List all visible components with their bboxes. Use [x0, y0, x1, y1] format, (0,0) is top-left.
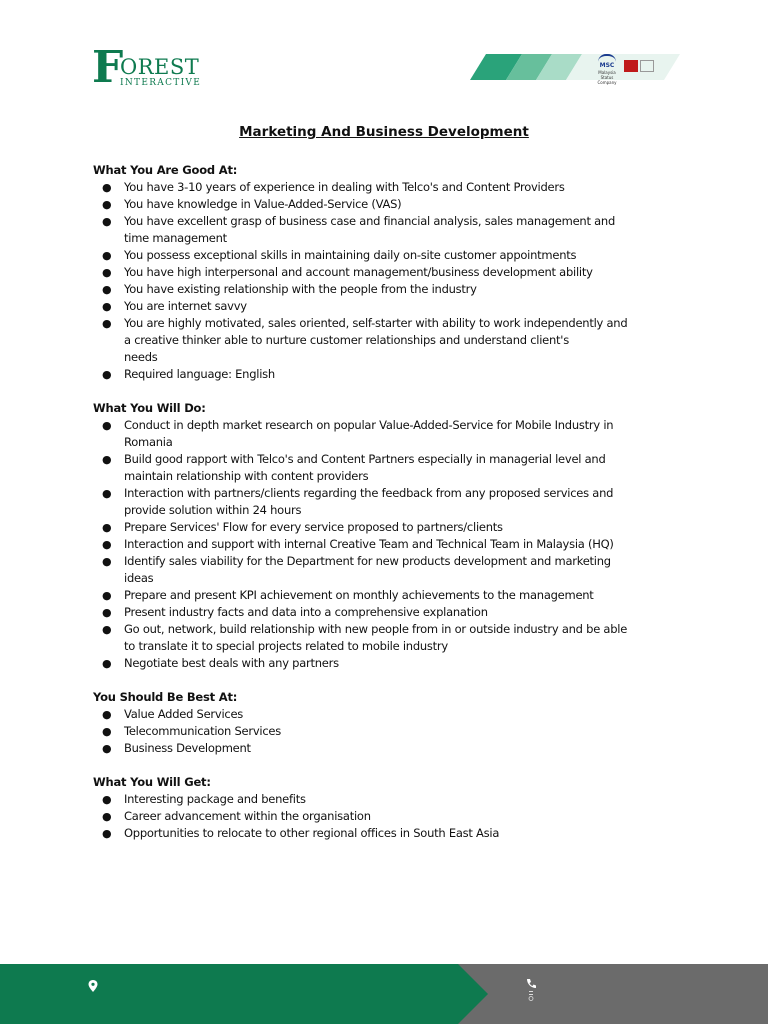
- bullet-icon: ●: [102, 827, 112, 840]
- map-pin-icon: [88, 980, 98, 992]
- bullet-icon: ●: [102, 742, 112, 755]
- list-item: [93, 451, 683, 485]
- partner-badge-text: [640, 60, 654, 72]
- msc-badge: MSC Malaysia Status Company: [594, 54, 620, 74]
- list-item-text: Interaction with partners/clients regarding the feedback from any proposed services and provide solution within 24 hours: [124, 486, 614, 517]
- list-item: [93, 264, 683, 281]
- list-item-text: You have 3-10 years of experience in dealing with Telco's and Content Providers: [124, 180, 565, 194]
- certification-badges: [594, 54, 658, 85]
- list-item-text: Interesting package and benefits: [124, 792, 306, 806]
- bullet-icon: ●: [102, 725, 112, 738]
- list-item: [93, 281, 683, 298]
- list-item-text: Interaction and support with internal Creative Team and Technical Team in Malaysia (HQ): [124, 537, 614, 551]
- list-item: [93, 213, 683, 247]
- section-1: [93, 400, 683, 672]
- list-item-text: Opportunities to relocate to other regional offices in South East Asia: [124, 826, 500, 840]
- bullet-icon: ●: [102, 538, 112, 551]
- section-2: [93, 689, 683, 757]
- list-item: [93, 179, 683, 196]
- logo-wordmark: OREST: [120, 55, 200, 79]
- logo-initial: F: [92, 42, 124, 93]
- bullet-list: [93, 179, 683, 383]
- bullet-icon: ●: [102, 300, 112, 313]
- bullet-icon: ●: [102, 249, 112, 262]
- list-item-text: You have existing relationship with the people from the industry: [124, 282, 477, 296]
- partner-badge: [624, 60, 638, 72]
- list-item-text: Negotiate best deals with any partners: [124, 656, 339, 670]
- section-heading: You Should Be Best At:: [93, 690, 238, 704]
- bullet-icon: ●: [102, 793, 112, 806]
- bullet-icon: ●: [102, 623, 112, 636]
- bullet-icon: ●: [102, 266, 112, 279]
- list-item: [93, 706, 683, 723]
- list-item: [93, 808, 683, 825]
- list-item-text: Present industry facts and data into a comprehensive explanation: [124, 605, 488, 619]
- list-item-text: Prepare Services' Flow for every service proposed to partners/clients: [124, 520, 503, 534]
- list-item-text: You are internet savvy: [124, 299, 247, 313]
- list-item: [93, 621, 683, 655]
- footer-green: [0, 964, 488, 1024]
- list-item: [93, 247, 683, 264]
- bullet-icon: ●: [102, 181, 112, 194]
- section-heading: What You Will Do:: [93, 401, 206, 415]
- list-item: [93, 536, 683, 553]
- bullet-icon: ●: [102, 368, 112, 381]
- list-item: [93, 740, 683, 757]
- section-heading: What You Are Good At:: [93, 163, 238, 177]
- list-item-text: Career advancement within the organisation: [124, 809, 371, 823]
- list-item-text: Go out, network, build relationship with new people from in or outside industry and be able to translate it to special projects related to mobile industry: [124, 622, 628, 653]
- list-item: [93, 587, 683, 604]
- bullet-icon: ●: [102, 198, 112, 211]
- section-0: [93, 162, 683, 383]
- list-item-text: Prepare and present KPI achievement on monthly achievements to the management: [124, 588, 594, 602]
- list-item-text: Telecommunication Services: [124, 724, 281, 738]
- bullet-icon: ●: [102, 487, 112, 500]
- logo-subtitle: INTERACTIVE: [120, 78, 202, 88]
- section-heading: What You Will Get:: [93, 775, 211, 789]
- list-item: [93, 298, 683, 315]
- bullet-icon: ●: [102, 606, 112, 619]
- bullet-list: [93, 417, 683, 672]
- bullet-icon: ●: [102, 521, 112, 534]
- company-logo: [92, 42, 208, 93]
- list-item: [93, 791, 683, 808]
- list-item: [93, 366, 683, 383]
- section-3: [93, 774, 683, 842]
- bullet-icon: ●: [102, 215, 112, 228]
- list-item: [93, 417, 683, 451]
- list-item-text: Value Added Services: [124, 707, 244, 721]
- job-description: [93, 162, 683, 859]
- list-item: [93, 485, 683, 519]
- list-item-text: You have knowledge in Value-Added-Service (VAS): [124, 197, 402, 211]
- list-item-text: You have high interpersonal and account management/business development ability: [124, 265, 593, 279]
- list-item: [93, 553, 683, 587]
- bullet-icon: ●: [102, 589, 112, 602]
- list-item-text: You are highly motivated, sales oriented, self-starter with ability to work independently and a creative thinker able to nurture customer relationships and understand client's needs: [124, 316, 628, 364]
- document-title: Marketing And Business Development: [239, 124, 529, 140]
- list-item-text: Business Development: [124, 741, 251, 755]
- list-item-text: Required language: English: [124, 367, 275, 381]
- list-item-text: You have excellent grasp of business case and financial analysis, sales management and time management: [124, 214, 616, 245]
- list-item: [93, 604, 683, 621]
- bullet-icon: ●: [102, 657, 112, 670]
- bullet-list: [93, 706, 683, 757]
- bullet-icon: ●: [102, 810, 112, 823]
- list-item: [93, 655, 683, 672]
- list-item: [93, 825, 683, 842]
- bullet-icon: ●: [102, 555, 112, 568]
- list-item-text: Build good rapport with Telco's and Content Partners especially in managerial level and maintain relationship with content providers: [124, 452, 606, 483]
- list-item-text: Conduct in depth market research on popular Value-Added-Service for Mobile Industry in Romania: [124, 418, 614, 449]
- bullet-icon: ●: [102, 283, 112, 296]
- bullet-icon: ●: [102, 317, 112, 330]
- bullet-icon: ●: [102, 708, 112, 721]
- list-item-text: Identify sales viability for the Department for new products development and marketing ideas: [124, 554, 611, 585]
- bullet-icon: ●: [102, 419, 112, 432]
- phone-icon: [525, 978, 537, 1002]
- list-item: [93, 519, 683, 536]
- footer-bar: [0, 964, 768, 1024]
- bullet-icon: ●: [102, 453, 112, 466]
- list-item-text: You possess exceptional skills in maintaining daily on-site customer appointments: [124, 248, 577, 262]
- list-item: [93, 196, 683, 213]
- bullet-list: [93, 791, 683, 842]
- list-item: [93, 723, 683, 740]
- list-item: [93, 315, 683, 366]
